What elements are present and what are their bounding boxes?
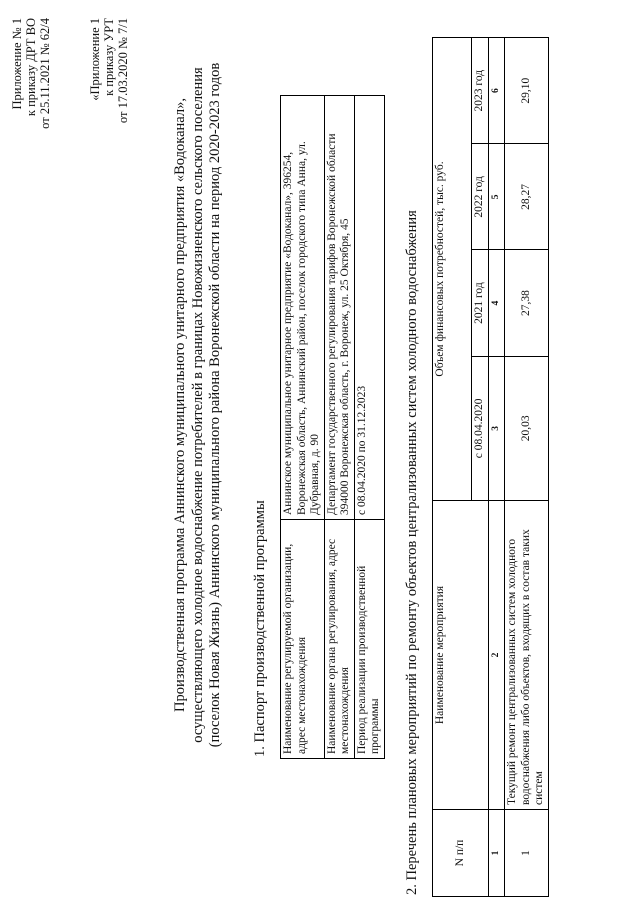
passport-table	[280, 95, 385, 759]
section-2-heading: 2. Перечень плановых мероприятий по ремонту объектов централизованных систем холодного водоснабжения	[404, 210, 420, 895]
table-row	[281, 96, 325, 759]
header-period: 2021 год	[472, 250, 489, 356]
appendix-2-line-1: «Приложение 1	[88, 18, 102, 101]
header-period: с 08.04.2020	[472, 356, 489, 500]
index-cell: 6	[488, 38, 505, 144]
index-cell: 5	[488, 144, 505, 250]
header-period: 2023 год	[472, 38, 489, 144]
passport-label: Наименование органа регулирования, адрес местонахождения	[324, 520, 354, 759]
row-value: 29,10	[505, 38, 549, 144]
table-row	[324, 96, 354, 759]
table-index-row	[488, 38, 505, 897]
program-title	[172, 45, 225, 765]
row-value: 20,03	[505, 356, 549, 500]
passport-label: Период реализации производственной программы	[354, 520, 384, 759]
table-row	[354, 96, 384, 759]
passport-value: Аннинское муниципальное унитарное предприятие «Водоканал», 396254, Воронежская область, Аннинский район, поселок городского типа Анна, ул. Дубравная, д. 90	[281, 96, 325, 520]
header-volume: Объем финансовых потребностей, тыс. руб.	[433, 38, 472, 501]
section-1-heading: 1. Паспорт производственной программы	[252, 500, 268, 757]
index-cell: 2	[488, 501, 505, 810]
index-cell: 3	[488, 356, 505, 500]
table-row	[505, 38, 549, 897]
row-name: Текущий ремонт централизованных систем холодного водоснабжения либо объектов, входящих в состав таких систем	[505, 501, 549, 810]
header-name: Наименование мероприятия	[433, 501, 489, 810]
passport-value: с 08.04.2020 по 31.12.2023	[354, 96, 384, 520]
appendix-1	[10, 18, 52, 129]
title-line-3: (поселок Новая Жизнь) Аннинского муниципального района Воронежской области на период 2020-2023 годов	[207, 62, 223, 748]
row-num: 1	[505, 810, 549, 897]
index-cell: 4	[488, 250, 505, 356]
appendix-2-line-2: к приказу УРТ	[102, 18, 116, 96]
header-num: N п/п	[433, 810, 489, 897]
passport-value: Департамент государственного регулирования тарифов Воронежской области 394000 Воронежская область, г. Воронеж, ул. 25 Октября, 45	[324, 96, 354, 520]
row-value: 27,38	[505, 250, 549, 356]
table-header-row	[433, 38, 472, 897]
title-line-1: Производственная программа Аннинского муниципального унитарного предприятия «Водоканал»,	[172, 98, 188, 712]
appendix-2-line-3: от 17.03.2020 № 7/1	[116, 18, 130, 124]
index-cell: 1	[488, 810, 505, 897]
header-period: 2022 год	[472, 144, 489, 250]
activities-table	[432, 37, 549, 897]
appendix-1-line-3: от 25.11.2021 № 62/4	[38, 18, 52, 129]
title-line-2: осуществляющего холодное водоснабжение потребителей в границах Новожизненского сельского поселения	[189, 67, 206, 743]
passport-label: Наименование регулируемой организации, адрес местонахождения	[281, 520, 325, 759]
row-value: 28,27	[505, 144, 549, 250]
appendix-1-line-2: к приказу ДРТ ВО	[24, 18, 38, 117]
appendix-1-line-1: Приложение № 1	[10, 18, 24, 110]
appendix-2	[88, 18, 130, 123]
